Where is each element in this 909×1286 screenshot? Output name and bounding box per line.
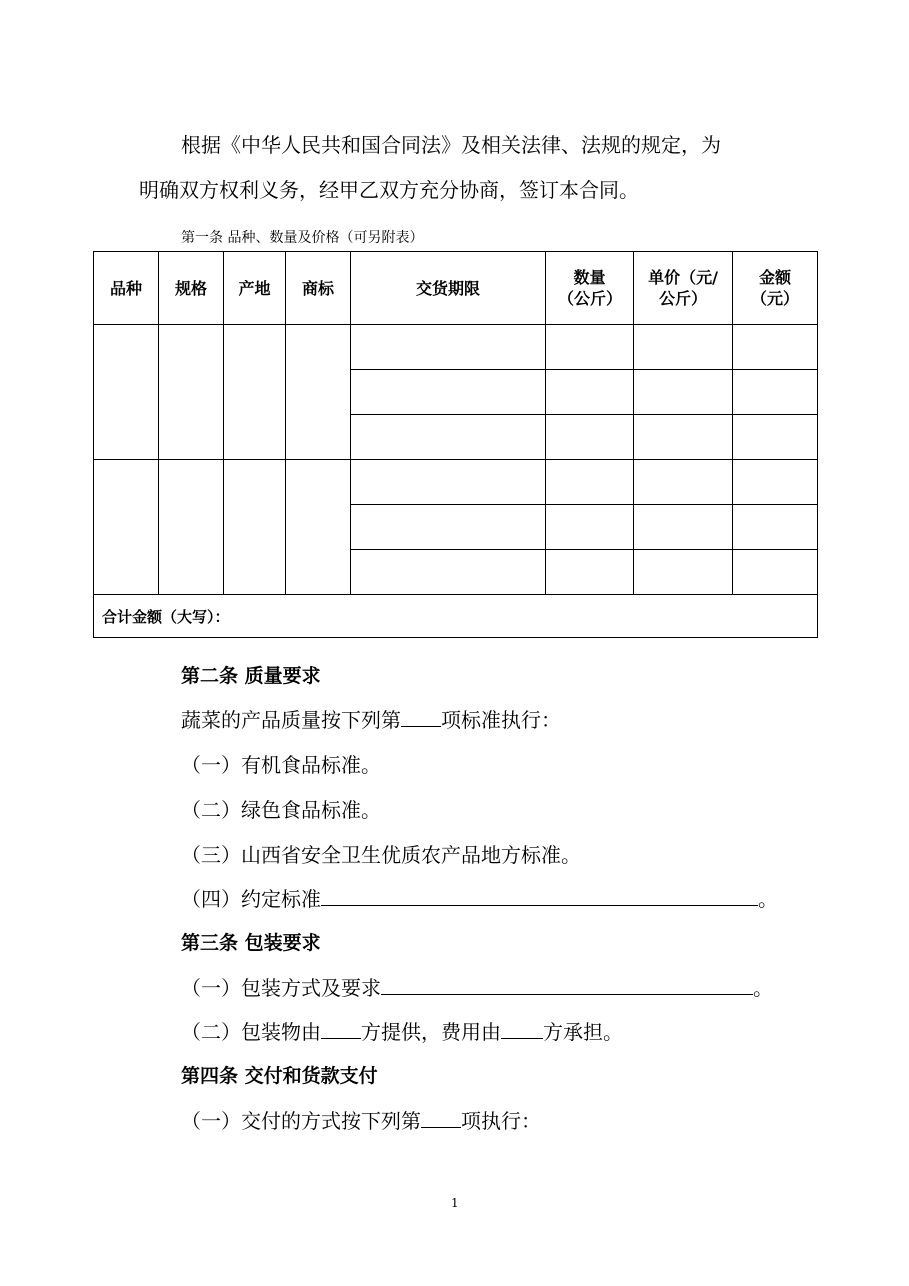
column-header-origin: 产地 <box>224 252 286 325</box>
packaging-provider-blank[interactable] <box>321 1020 361 1039</box>
table-cell[interactable] <box>159 325 224 460</box>
article-2-item-2: （二）绿色食品标准。 <box>181 798 381 822</box>
period: 。 <box>758 887 778 911</box>
article-3-item-2-text-3: 方承担。 <box>543 1020 623 1044</box>
table-cell[interactable] <box>546 505 634 550</box>
table-cell[interactable] <box>351 325 546 370</box>
intro-line-1: 根据《中华人民共和国合同法》及相关法律、法规的规定，为 <box>181 133 721 157</box>
article-2-intro-text: 蔬菜的产品质量按下列第 <box>181 708 401 732</box>
article-2-title: 第二条 质量要求 <box>181 665 321 687</box>
article-4-item-1 <box>181 1109 541 1133</box>
table-cell[interactable] <box>351 415 546 460</box>
table-cell[interactable] <box>634 505 733 550</box>
table-cell[interactable] <box>634 415 733 460</box>
article-2-item-3: （三）山西省安全卫生优质农产品地方标准。 <box>181 843 581 867</box>
article-2-item-4 <box>181 887 778 911</box>
article-3-item-2-text-1: （二）包装物由 <box>181 1020 321 1044</box>
column-header-amount: 金额（元） <box>733 252 818 325</box>
table-cell[interactable] <box>546 460 634 505</box>
article-2-item-1: （一）有机食品标准。 <box>181 753 381 777</box>
table-header-row <box>94 252 818 325</box>
table-cell[interactable] <box>286 460 351 595</box>
table-cell[interactable] <box>733 415 818 460</box>
table-cell[interactable] <box>546 415 634 460</box>
table-total-row <box>94 595 818 638</box>
table-cell[interactable] <box>733 460 818 505</box>
table-cell[interactable] <box>351 370 546 415</box>
table-cell[interactable] <box>634 550 733 595</box>
table-cell[interactable] <box>733 550 818 595</box>
table-cell[interactable] <box>94 325 159 460</box>
article-4-item-1-text: （一）交付的方式按下列第 <box>181 1109 421 1133</box>
product-table <box>93 251 818 638</box>
table-row <box>94 325 818 370</box>
article-3-item-2-text-2: 方提供，费用由 <box>361 1020 501 1044</box>
delivery-method-blank[interactable] <box>421 1109 461 1128</box>
table-cell[interactable] <box>546 370 634 415</box>
column-header-spec: 规格 <box>159 252 224 325</box>
table-cell[interactable] <box>224 460 286 595</box>
table-cell[interactable] <box>634 325 733 370</box>
article-2-intro-text-end: 项标准执行： <box>441 708 561 732</box>
table-cell[interactable] <box>733 370 818 415</box>
agreed-standard-blank[interactable] <box>321 887 758 906</box>
article-1-caption: 第一条 品种、数量及价格（可另附表） <box>181 230 424 246</box>
table-cell[interactable] <box>546 550 634 595</box>
packaging-method-blank[interactable] <box>381 976 753 995</box>
column-header-unit-price: 单价（元/公斤） <box>634 252 733 325</box>
table-cell[interactable] <box>224 325 286 460</box>
table-cell[interactable] <box>351 460 546 505</box>
article-3-item-2 <box>181 1020 623 1044</box>
total-amount-label[interactable]: 合计金额（大写）： <box>94 595 818 638</box>
column-header-delivery-term: 交货期限 <box>351 252 546 325</box>
table-cell[interactable] <box>634 370 733 415</box>
table-row <box>94 460 818 505</box>
table-cell[interactable] <box>546 325 634 370</box>
column-header-quantity: 数量（公斤） <box>546 252 634 325</box>
period: 。 <box>753 976 773 1000</box>
table-cell[interactable] <box>733 325 818 370</box>
article-3-item-1-label: （一）包装方式及要求 <box>181 976 381 1000</box>
article-3-item-1 <box>181 976 773 1000</box>
table-cell[interactable] <box>634 460 733 505</box>
article-2-item-4-label: （四）约定标准 <box>181 887 321 911</box>
page-number: 1 <box>451 1196 459 1210</box>
article-2-intro <box>181 708 561 732</box>
article-4-item-1-text-end: 项执行： <box>461 1109 541 1133</box>
column-header-brand: 商标 <box>286 252 351 325</box>
table-cell[interactable] <box>286 325 351 460</box>
table-cell[interactable] <box>159 460 224 595</box>
table-cell[interactable] <box>733 505 818 550</box>
article-4-title: 第四条 交付和货款支付 <box>181 1065 378 1087</box>
article-3-title: 第三条 包装要求 <box>181 932 321 954</box>
table-cell[interactable] <box>351 550 546 595</box>
intro-line-2: 明确双方权利义务，经甲乙双方充分协商，签订本合同。 <box>139 178 639 202</box>
column-header-variety: 品种 <box>94 252 159 325</box>
standard-number-blank[interactable] <box>401 708 441 727</box>
table-cell[interactable] <box>351 505 546 550</box>
cost-bearer-blank[interactable] <box>501 1020 543 1039</box>
table-cell[interactable] <box>94 460 159 595</box>
